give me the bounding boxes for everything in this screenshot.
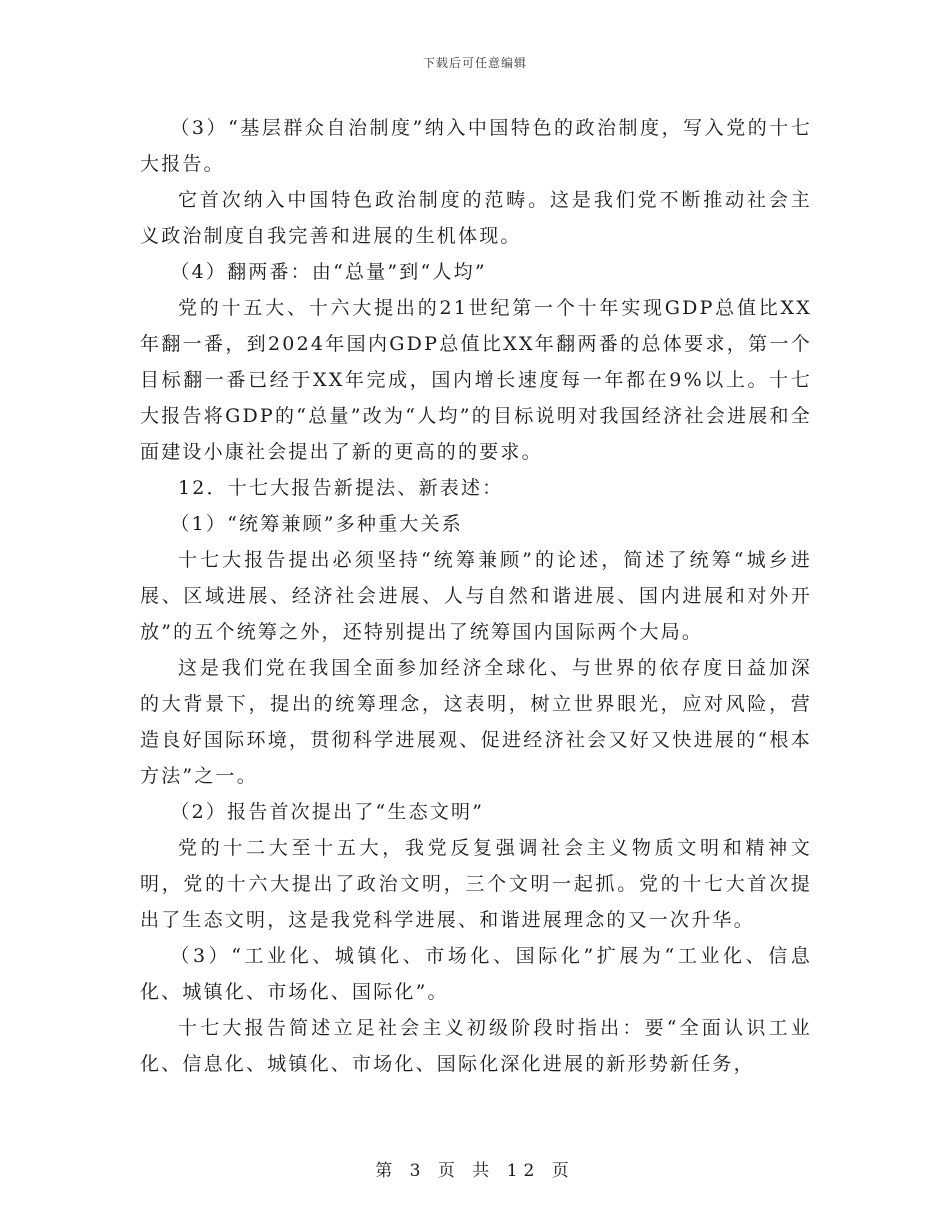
section-heading: 12．十七大报告新提法、新表述：	[178, 477, 504, 499]
paragraph: 党的十五大、十六大提出的21世纪第一个十年实现GDP总值比XX年翻一番，到2024年国内GDP总值比XX年翻两番的总体要求，第一个目标翻一番已经于XX年完成，国内增长速度每一年都在9%以上。十七大报告将GDP的“总量”改为“人均”的目标说明对我国经济社会进展和全面建设小康社会提出了新的更高的的要求。	[140, 297, 812, 463]
page-number-footer: 第 3 页 共 12 页	[375, 1161, 575, 1181]
paragraph: 这是我们党在我国全面参加经济全球化、与世界的依存度日益加深的大背景下，提出的统筹理念，这表明，树立世界眼光，应对风险，营造良好国际环境，贯彻科学进展观、促进经济社会又好又快进展的“根本方法”之一。	[140, 657, 812, 787]
paragraph-subheading: （3）“工业化、城镇化、市场化、国际化”扩展为“工业化、信息化、城镇化、市场化、国际化”。	[140, 945, 812, 1003]
header-note: 下载后可任意编辑	[422, 56, 527, 70]
paragraph-subheading: （4）翻两番：由“总量”到“人均”	[170, 261, 487, 283]
paragraph: 十七大报告提出必须坚持“统筹兼顾”的论述，简述了统筹“城乡进展、区域进展、经济社会进展、人与自然和谐进展、国内进展和对外开放”的五个统筹之外，还特别提出了统筹国内国际两个大局。	[140, 549, 812, 643]
paragraph: 十七大报告简述立足社会主义初级阶段时指出：要“全面认识工业化、信息化、城镇化、市场化、国际化深化进展的新形势新任务，	[140, 1017, 812, 1075]
paragraph-subheading: （3）“基层群众自治制度”纳入中国特色的政治制度，写入党的十七大报告。	[140, 117, 812, 175]
paragraph-subheading: （1）“统筹兼顾”多种重大关系	[170, 513, 463, 535]
document-body	[140, 110, 812, 1082]
paragraph-subheading: （2）报告首次提出了“生态文明”	[170, 801, 485, 823]
paragraph: 党的十二大至十五大，我党反复强调社会主义物质文明和精神文明，党的十六大提出了政治文明，三个文明一起抓。党的十七大首次提出了生态文明，这是我党科学进展、和谐进展理念的又一次升华。	[140, 837, 812, 931]
paragraph: 它首次纳入中国特色政治制度的范畴。这是我们党不断推动社会主义政治制度自我完善和进展的生机体现。	[140, 189, 812, 247]
